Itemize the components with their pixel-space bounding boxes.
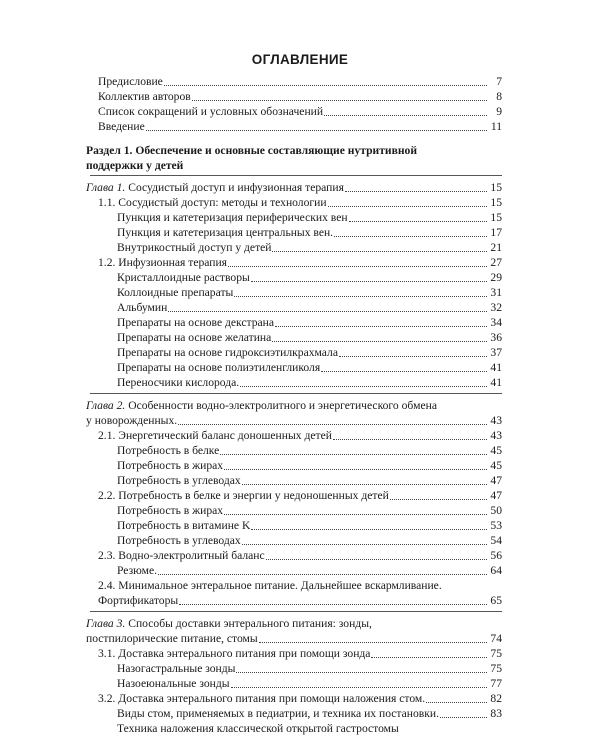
leader-dots xyxy=(272,251,487,252)
leader-dots xyxy=(242,484,487,485)
toc-entry-text: Введение xyxy=(98,120,145,133)
toc-entry-text: Виды стом, применяемых в педиатрии, и техника их постановки. xyxy=(117,707,439,720)
toc-entry-page: 43 xyxy=(490,414,502,427)
chapter-entry-line-1[interactable] xyxy=(86,616,372,631)
leader-dots xyxy=(146,130,487,131)
toc-entry-page: 36 xyxy=(490,331,502,344)
toc-entry-page: 77 xyxy=(490,677,502,690)
page-title: ОГЛАВЛЕНИЕ xyxy=(251,52,349,67)
toc-entry-line-1[interactable]: Техника наложения классической открытой гастростомы xyxy=(117,722,399,735)
leader-dots xyxy=(390,499,487,500)
toc-entry-page: 47 xyxy=(490,474,502,487)
toc-entry[interactable] xyxy=(117,375,502,390)
toc-entry[interactable] xyxy=(117,285,502,300)
chapter-title: Особенности водно-электролитного и энергетического обмена xyxy=(128,399,437,412)
toc-entry-page: 65 xyxy=(490,594,502,607)
toc-entry-page: 75 xyxy=(490,662,502,675)
divider xyxy=(90,611,502,612)
leader-dots xyxy=(228,266,487,267)
leader-dots xyxy=(179,604,487,605)
section-heading-line-2: поддержки у детей xyxy=(86,159,184,172)
leader-dots xyxy=(224,469,487,470)
toc-entry-page: 32 xyxy=(490,301,502,314)
leader-dots xyxy=(251,529,487,530)
toc-entry-page: 7 xyxy=(496,75,502,88)
toc-entry-page: 83 xyxy=(490,707,502,720)
toc-entry-text: Потребность в белке xyxy=(117,444,220,457)
toc-entry-page: 56 xyxy=(490,549,502,562)
toc-entry-line-1[interactable]: 2.4. Минимальное энтеральное питание. Дальнейшее вскармливание. xyxy=(98,579,442,592)
toc-entry-text: 2.2. Потребность в белке и энергии у недоношенных детей xyxy=(98,489,389,502)
toc-entry-page: 43 xyxy=(490,429,502,442)
toc-entry[interactable] xyxy=(117,458,502,473)
toc-entry[interactable] xyxy=(117,503,502,518)
leader-dots xyxy=(266,559,487,560)
toc-entry-text: 3.1. Доставка энтерального питания при помощи зонда xyxy=(98,647,371,660)
leader-dots xyxy=(164,85,487,86)
toc-entry-page: 17 xyxy=(490,226,502,239)
divider xyxy=(90,393,502,394)
toc-entry-page: 54 xyxy=(490,534,502,547)
leader-dots xyxy=(240,386,487,387)
leader-dots xyxy=(231,687,487,688)
toc-entry-text: Потребность в углеводах xyxy=(117,474,241,487)
toc-entry-text: Назогастральные зонды xyxy=(117,662,236,675)
toc-entry[interactable] xyxy=(117,270,502,285)
toc-entry-text: Список сокращений и условных обозначений xyxy=(98,105,324,118)
toc-entry[interactable] xyxy=(117,210,502,225)
toc-entry-text: Потребность в жирах xyxy=(117,504,224,517)
toc-entry-text: 1.1. Сосудистый доступ: методы и технологии xyxy=(98,196,327,209)
leader-dots xyxy=(349,221,487,222)
toc-entry[interactable] xyxy=(117,533,502,548)
toc-entry-text: 1.2. Инфузионная терапия xyxy=(98,256,227,269)
toc-entry[interactable] xyxy=(98,119,502,134)
toc-entry-text: Внутрикостный доступ у детей xyxy=(117,241,272,254)
toc-entry-text: Резюме. xyxy=(117,564,158,577)
section-heading-line-1: Раздел 1. Обеспечение и основные составляющие нутритивной xyxy=(86,144,418,157)
toc-entry[interactable] xyxy=(117,443,502,458)
toc-entry-page: 37 xyxy=(490,346,502,359)
toc-entry[interactable] xyxy=(117,473,502,488)
toc-entry[interactable] xyxy=(117,300,502,315)
leader-dots xyxy=(440,717,487,718)
toc-entry-page: 15 xyxy=(490,211,502,224)
toc-entry[interactable] xyxy=(98,488,502,503)
leader-dots xyxy=(242,544,487,545)
leader-dots xyxy=(192,100,487,101)
leader-dots xyxy=(334,236,487,237)
toc-entry-page: 50 xyxy=(490,504,502,517)
divider xyxy=(90,175,502,176)
toc-entry[interactable] xyxy=(98,89,502,104)
toc-entry[interactable] xyxy=(117,345,502,360)
leader-dots xyxy=(333,439,487,440)
toc-entry-text: Альбумин xyxy=(117,301,168,314)
leader-dots xyxy=(168,311,487,312)
leader-dots xyxy=(178,424,487,425)
toc-entry-text: Препараты на основе декстрана xyxy=(117,316,275,329)
toc-entry-page: 45 xyxy=(490,444,502,457)
toc-entry[interactable] xyxy=(117,518,502,533)
toc-entry-text: Препараты на основе желатина xyxy=(117,331,272,344)
chapter-label: Глава 2. xyxy=(86,399,126,412)
toc-entry-page: 34 xyxy=(490,316,502,329)
chapter-entry-line-2[interactable] xyxy=(86,631,502,646)
toc-entry-page: 75 xyxy=(490,647,502,660)
toc-entry[interactable] xyxy=(117,360,502,375)
toc-entry[interactable] xyxy=(117,706,502,721)
toc-entry[interactable] xyxy=(117,676,502,691)
toc-entry-text: Пункция и катетеризация периферических вен xyxy=(117,211,348,224)
toc-entry-page: 15 xyxy=(490,181,502,194)
toc-entry[interactable] xyxy=(117,225,502,240)
leader-dots xyxy=(426,702,487,703)
toc-entry[interactable] xyxy=(98,195,502,210)
toc-entry[interactable] xyxy=(98,646,502,661)
toc-entry-page: 82 xyxy=(490,692,502,705)
toc-entry-page: 9 xyxy=(496,105,502,118)
toc-entry-page: 21 xyxy=(490,241,502,254)
leader-dots xyxy=(251,281,487,282)
toc-entry[interactable] xyxy=(98,255,502,270)
toc-entry[interactable] xyxy=(98,548,502,563)
toc-entry-text: Препараты на основе гидроксиэтилкрахмала xyxy=(117,346,338,359)
toc-entry-page: 15 xyxy=(490,196,502,209)
toc-entry-text: Препараты на основе полиэтиленгликоля xyxy=(117,361,321,374)
toc-entry-text: Потребность в жирах xyxy=(117,459,224,472)
toc-entry-page: 41 xyxy=(490,376,502,389)
toc-entry-text: Предисловие xyxy=(98,75,163,88)
toc-entry-page: 41 xyxy=(490,361,502,374)
chapter-title: Способы доставки энтерального питания: зонды, xyxy=(128,617,372,630)
toc-entry-page: 53 xyxy=(490,519,502,532)
toc-entry-page: 64 xyxy=(490,564,502,577)
leader-dots xyxy=(321,371,487,372)
leader-dots xyxy=(220,454,487,455)
toc-entry-text: Пункция и катетеризация центральных вен. xyxy=(117,226,334,239)
chapter-title-continued: постпилорические питание, стомы xyxy=(86,632,258,645)
toc-entry[interactable] xyxy=(98,104,502,119)
toc-entry[interactable] xyxy=(117,661,502,676)
leader-dots xyxy=(328,206,487,207)
toc-entry-page: 47 xyxy=(490,489,502,502)
toc-entry[interactable] xyxy=(98,593,502,608)
toc-entry-text: 2.3. Водно-электролитный баланс xyxy=(98,549,265,562)
toc-entry[interactable] xyxy=(117,563,502,578)
leader-dots xyxy=(345,191,487,192)
toc-entry-text: Кристаллоидные растворы xyxy=(117,271,250,284)
toc-entry-text: Коллектив авторов xyxy=(98,90,191,103)
leader-dots xyxy=(259,642,487,643)
toc-entry[interactable] xyxy=(117,330,502,345)
leader-dots xyxy=(339,356,487,357)
toc-entry-page: 27 xyxy=(490,256,502,269)
toc-entry-text: Потребность в углеводах xyxy=(117,534,241,547)
chapter-entry-line-1[interactable] xyxy=(86,398,437,413)
toc-entry-page: 31 xyxy=(490,286,502,299)
toc-entry[interactable] xyxy=(98,428,502,443)
toc-entry[interactable] xyxy=(117,315,502,330)
leader-dots xyxy=(275,326,487,327)
chapter-label: Глава 1. xyxy=(86,181,126,194)
leader-dots xyxy=(236,672,487,673)
leader-dots xyxy=(158,574,487,575)
toc-entry-text: 2.1. Энергетический баланс доношенных детей xyxy=(98,429,332,442)
chapter-title: Сосудистый доступ и инфузионная терапия xyxy=(128,181,344,194)
toc-entry-page: 29 xyxy=(490,271,502,284)
toc-entry[interactable] xyxy=(98,691,502,706)
leader-dots xyxy=(371,657,487,658)
leader-dots xyxy=(234,296,487,297)
toc-entry-page: 45 xyxy=(490,459,502,472)
chapter-label: Глава 3. xyxy=(86,617,126,630)
chapter-title-continued: у новорожденных. xyxy=(86,414,178,427)
toc-entry-page: 8 xyxy=(496,90,502,103)
chapter-entry[interactable] xyxy=(86,180,502,195)
leader-dots xyxy=(324,115,487,116)
toc-entry-page: 11 xyxy=(490,120,502,133)
toc-entry[interactable] xyxy=(117,240,502,255)
toc-entry-text: Потребность в витамине K xyxy=(117,519,251,532)
leader-dots xyxy=(224,514,487,515)
leader-dots xyxy=(272,341,487,342)
toc-entry-text: Переносчики кислорода. xyxy=(117,376,240,389)
toc-entry-text: 3.2. Доставка энтерального питания при помощи наложения стом. xyxy=(98,692,426,705)
toc-entry-page: 74 xyxy=(490,632,502,645)
toc-entry[interactable] xyxy=(98,74,502,89)
chapter-entry-line-2[interactable] xyxy=(86,413,502,428)
toc-entry-text: Назоеюнальные зонды xyxy=(117,677,230,690)
toc-entry-text: Коллоидные препараты xyxy=(117,286,234,299)
toc-entry-text: Фортификаторы xyxy=(98,594,179,607)
